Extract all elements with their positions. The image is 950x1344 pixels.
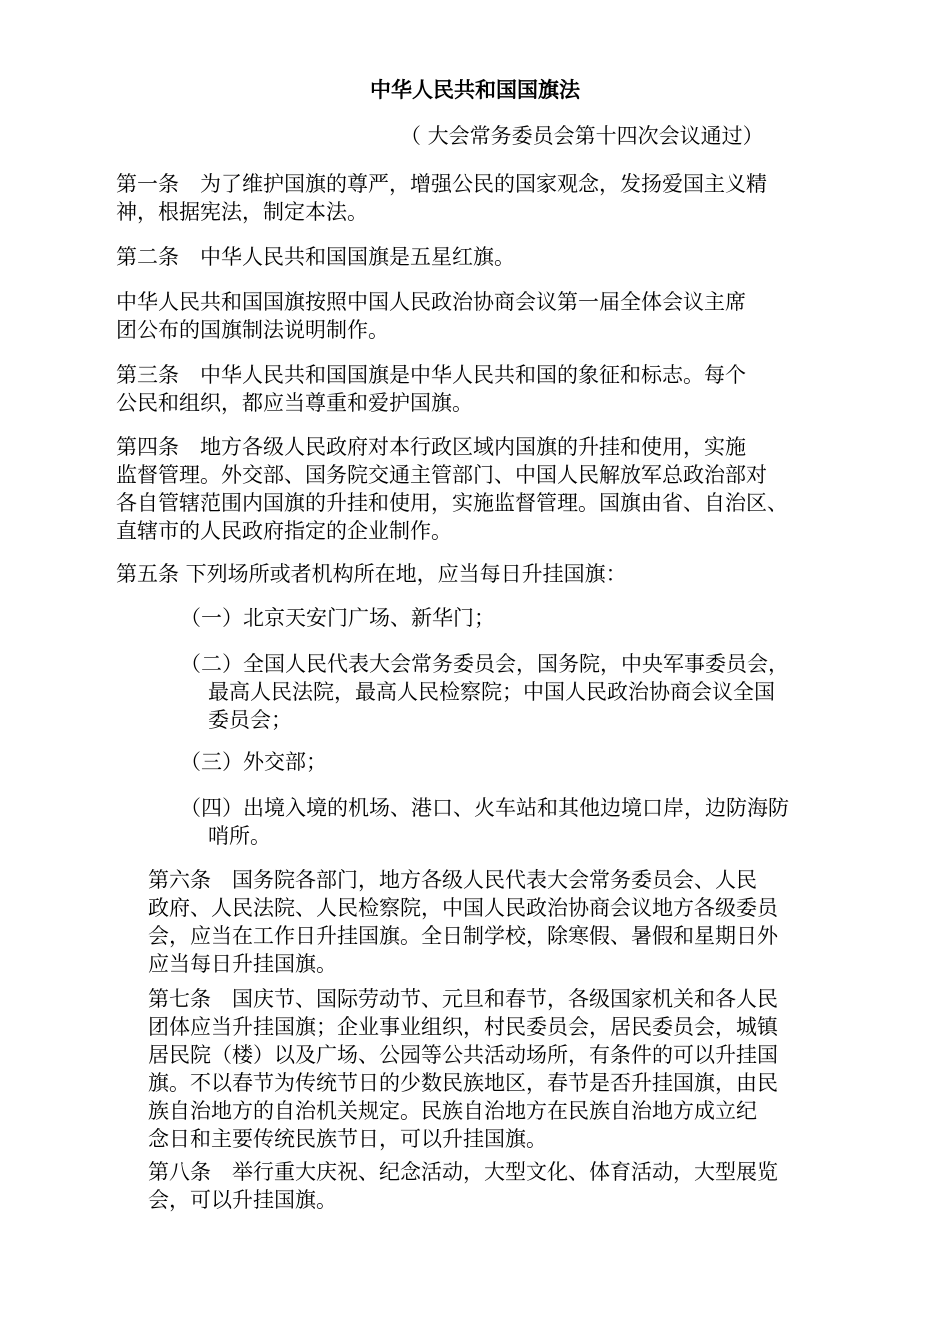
article-5 (116, 560, 627, 588)
list-item-2 (180, 650, 789, 734)
article-8-line-1: 第八条 举行重大庆祝、纪念活动，大型文化、体育活动，大型展览 (148, 1160, 778, 1184)
article-5-line-1: 第五条 下列场所或者机构所在地，应当每日升挂国旗： (116, 562, 627, 586)
article-7-line-4: 旗。不以春节为传统节日的少数民族地区，春节是否升挂国旗，由民 (148, 1071, 778, 1095)
article-6-line-1: 第六条 国务院各部门，地方各级人民代表大会常务委员会、人民 (148, 868, 757, 892)
article-8-line-2: 会，可以升挂国旗。 (148, 1188, 337, 1212)
article-7-line-5: 族自治地方的自治机关规定。民族自治地方在民族自治地方成立纪 (148, 1099, 757, 1123)
article-7-line-6: 念日和主要传统民族节日，可以升挂国旗。 (148, 1127, 547, 1151)
list-item-4 (180, 794, 789, 850)
article-2 (116, 243, 515, 271)
article-6 (148, 866, 778, 978)
article-6-line-4: 应当每日升挂国旗。 (148, 952, 337, 976)
article-2-paragraph-2-line-1: 中华人民共和国国旗按照中国人民政治协商会议第一届全体会议主席 (116, 290, 746, 314)
article-1-line-1: 第一条 为了维护国旗的尊严，增强公民的国家观念，发扬爱国主义精 (116, 172, 767, 196)
list-item-2-line-3: 委员会； (208, 708, 292, 732)
document-title: 中华人民共和国国旗法 (370, 77, 580, 102)
article-4-line-3: 各自管辖范围内国旗的升挂和使用，实施监督管理。国旗由省、自治区、 (116, 491, 788, 515)
article-2-paragraph-2-line-2: 团公布的国旗制法说明制作。 (116, 318, 389, 342)
list-item-4-line-1: （四）出境入境的机场、港口、火车站和其他边境口岸，边防海防 (180, 796, 789, 820)
article-4-line-2: 监督管理。外交部、国务院交通主管部门、中国人民解放军总政治部对 (116, 463, 767, 487)
article-3-line-2: 公民和组织，都应当尊重和爱护国旗。 (116, 391, 473, 415)
list-item-4-line-2: 哨所。 (208, 824, 271, 848)
list-item-3 (180, 748, 327, 776)
article-3-line-1: 第三条 中华人民共和国国旗是中华人民共和国的象征和标志。每个 (116, 363, 746, 387)
article-2-paragraph-2 (116, 288, 746, 344)
article-1 (116, 170, 767, 226)
article-2-line-1: 第二条 中华人民共和国国旗是五星红旗。 (116, 245, 515, 269)
list-item-2-line-1: （二）全国人民代表大会常务委员会，国务院，中央军事委员会， (180, 652, 789, 676)
list-item-1-line-1: （一）北京天安门广场、新华门； (180, 606, 495, 630)
list-item-2-line-2: 最高人民法院，最高人民检察院；中国人民政治协商会议全国 (208, 680, 775, 704)
article-4-line-4: 直辖市的人民政府指定的企业制作。 (116, 519, 452, 543)
article-6-line-2: 政府、人民法院、人民检察院，中国人民政治协商会议地方各级委员 (148, 896, 778, 920)
article-6-line-3: 会，应当在工作日升挂国旗。全日制学校，除寒假、暑假和星期日外 (148, 924, 778, 948)
article-8 (148, 1158, 778, 1214)
list-item-1 (180, 604, 495, 632)
article-4-line-1: 第四条 地方各级人民政府对本行政区域内国旗的升挂和使用，实施 (116, 435, 746, 459)
article-3 (116, 361, 746, 417)
document-subtitle: （ 大会常务委员会第十四次会议通过） (400, 124, 764, 148)
article-1-line-2: 神，根据宪法，制定本法。 (116, 200, 368, 224)
article-7-line-3: 居民院（楼）以及广场、公园等公共活动场所，有条件的可以升挂国 (148, 1043, 778, 1067)
article-4 (116, 433, 788, 545)
article-7-line-2: 团体应当升挂国旗；企业事业组织，村民委员会，居民委员会，城镇 (148, 1015, 778, 1039)
article-7 (148, 985, 778, 1153)
article-7-line-1: 第七条 国庆节、国际劳动节、元旦和春节，各级国家机关和各人民 (148, 987, 778, 1011)
list-item-3-line-1: （三）外交部； (180, 750, 327, 774)
